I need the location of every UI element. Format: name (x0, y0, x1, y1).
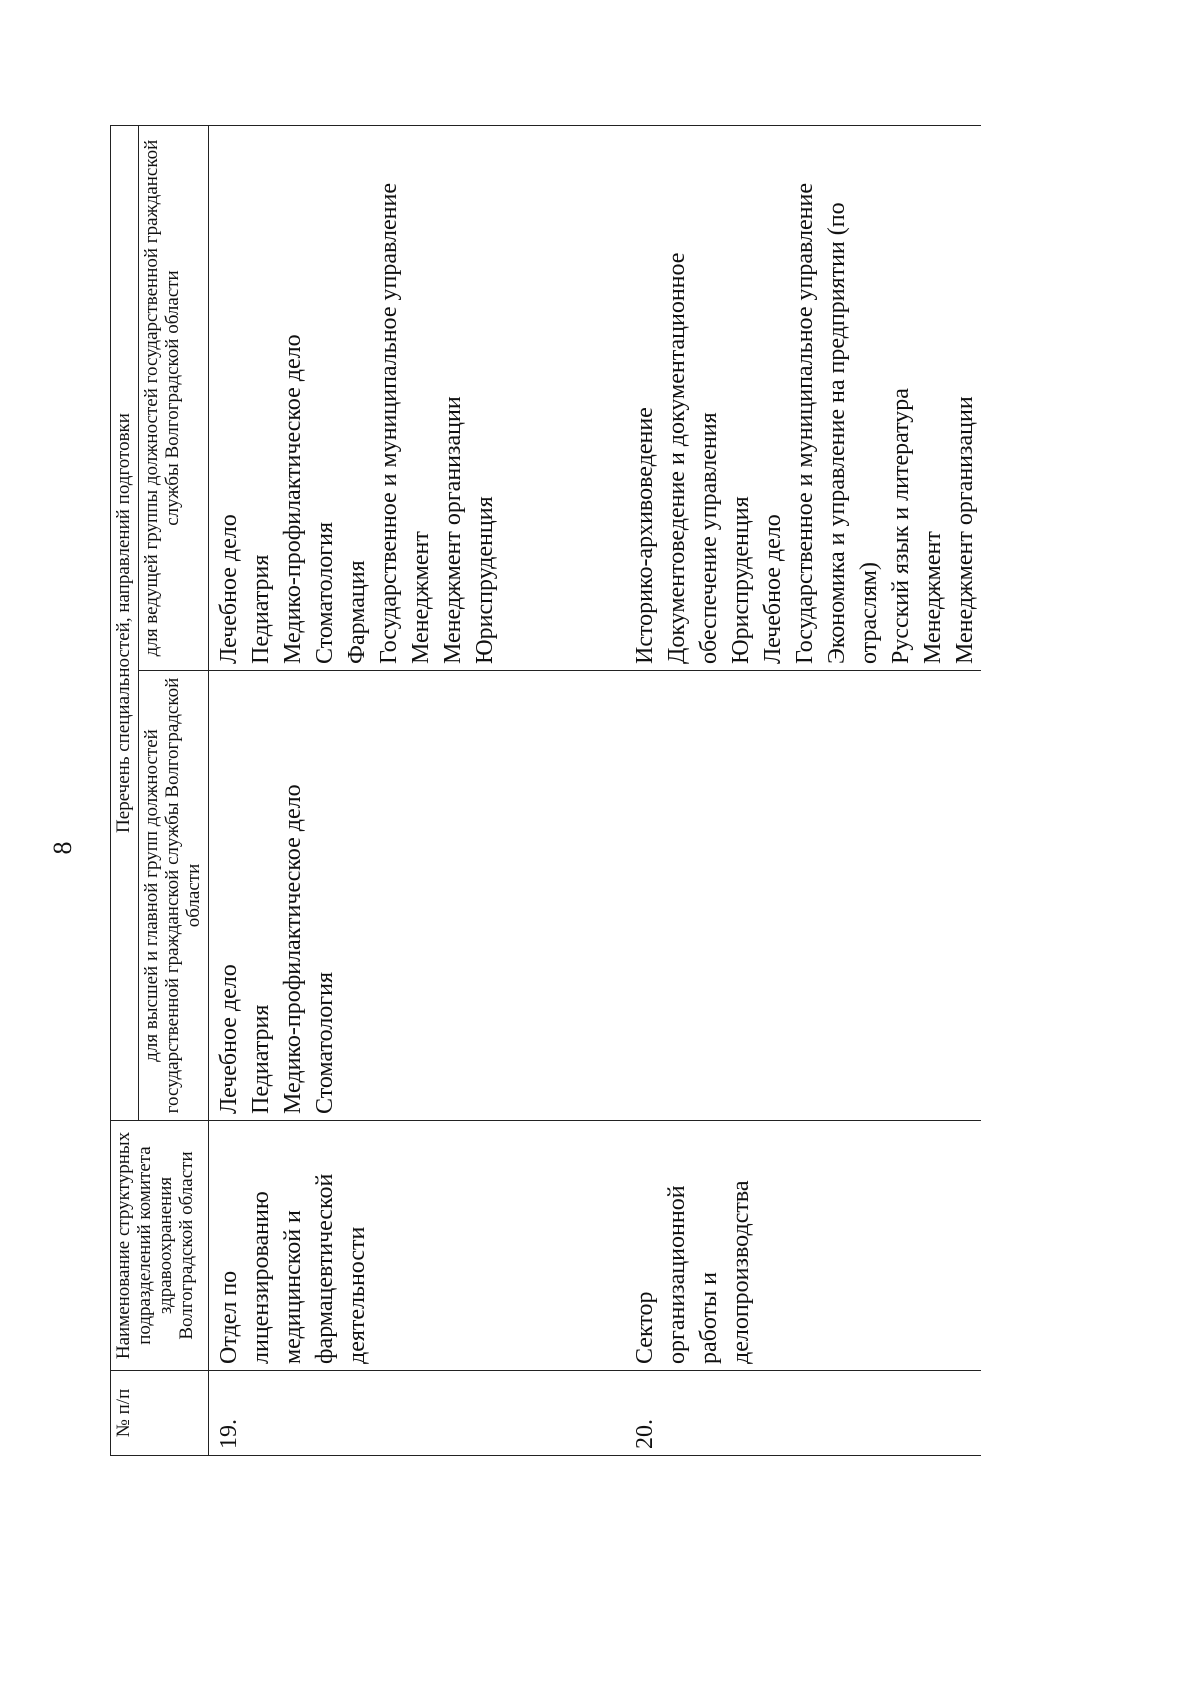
specialty-item: Педиатрия (247, 554, 274, 664)
unit-name: Сектор организационной работы и делопроизводства (625, 1121, 981, 1371)
spacer-cell (501, 671, 625, 1121)
specialty-item: Менеджмент организации (951, 396, 978, 664)
header-leading: для ведущей группы должностей государственной гражданской службы Волгоградской области (138, 126, 208, 671)
specialty-item: Стоматология (311, 521, 338, 664)
header-num: № п/п (111, 1371, 209, 1456)
specialty-item: Менеджмент (407, 531, 434, 664)
row-number: 20. (625, 1371, 981, 1456)
page-number: 8 (48, 841, 77, 855)
unit-name: Отдел по лицензированию медицинской и фармацевтической деятельности (208, 1121, 501, 1371)
specialty-item: Лечебное дело (215, 964, 242, 1114)
specialties-table (110, 125, 981, 1456)
specialty-item: Менеджмент организации (439, 396, 466, 664)
row-number: 19. (208, 1371, 501, 1456)
table-row (208, 126, 501, 1456)
specialty-item: Документоведение и документационное обеспечение управления (663, 252, 722, 664)
leading-specialties (208, 126, 501, 671)
specialty-item: Лечебное дело (759, 514, 786, 664)
row-spacer (501, 126, 625, 1456)
specialty-item: Медико-профилактическое дело (279, 784, 306, 1114)
specialty-item: Государственное и муниципальное управление (791, 183, 818, 664)
header-list-title: Перечень специальностей, направлений подготовки (111, 126, 139, 1121)
specialty-item: Юриспруденция (727, 496, 754, 664)
specialty-item: Экономика и управление на предприятии (по отраслям) (823, 202, 882, 664)
table-row (625, 126, 981, 1456)
spacer-cell (501, 1121, 625, 1371)
senior-specialties (625, 671, 981, 1121)
specialty-item: Юриспруденция (471, 496, 498, 664)
specialty-item: Лечебное дело (215, 514, 242, 664)
senior-specialties (208, 671, 501, 1121)
specialty-item: Русский язык и литература (887, 388, 914, 664)
specialty-item: Менеджмент (919, 531, 946, 664)
header-senior: для высшей и главной групп должностей государственной гражданской службы Волгоградской области (138, 671, 208, 1121)
specialty-item: Государственное и муниципальное управление (375, 183, 402, 664)
specialty-item: Медико-профилактическое дело (279, 334, 306, 664)
specialty-item: Фармация (343, 560, 370, 664)
leading-specialties (625, 126, 981, 671)
specialty-item: Педиатрия (247, 1004, 274, 1114)
specialty-item: Стоматология (311, 971, 338, 1114)
specialty-item: Историко-архивоведение (631, 407, 658, 664)
spacer-cell (501, 126, 625, 671)
header-unit: Наименование структурных подразделений комитета здравоохранения Волгоградской области (111, 1121, 209, 1371)
spacer-cell (501, 1371, 625, 1456)
